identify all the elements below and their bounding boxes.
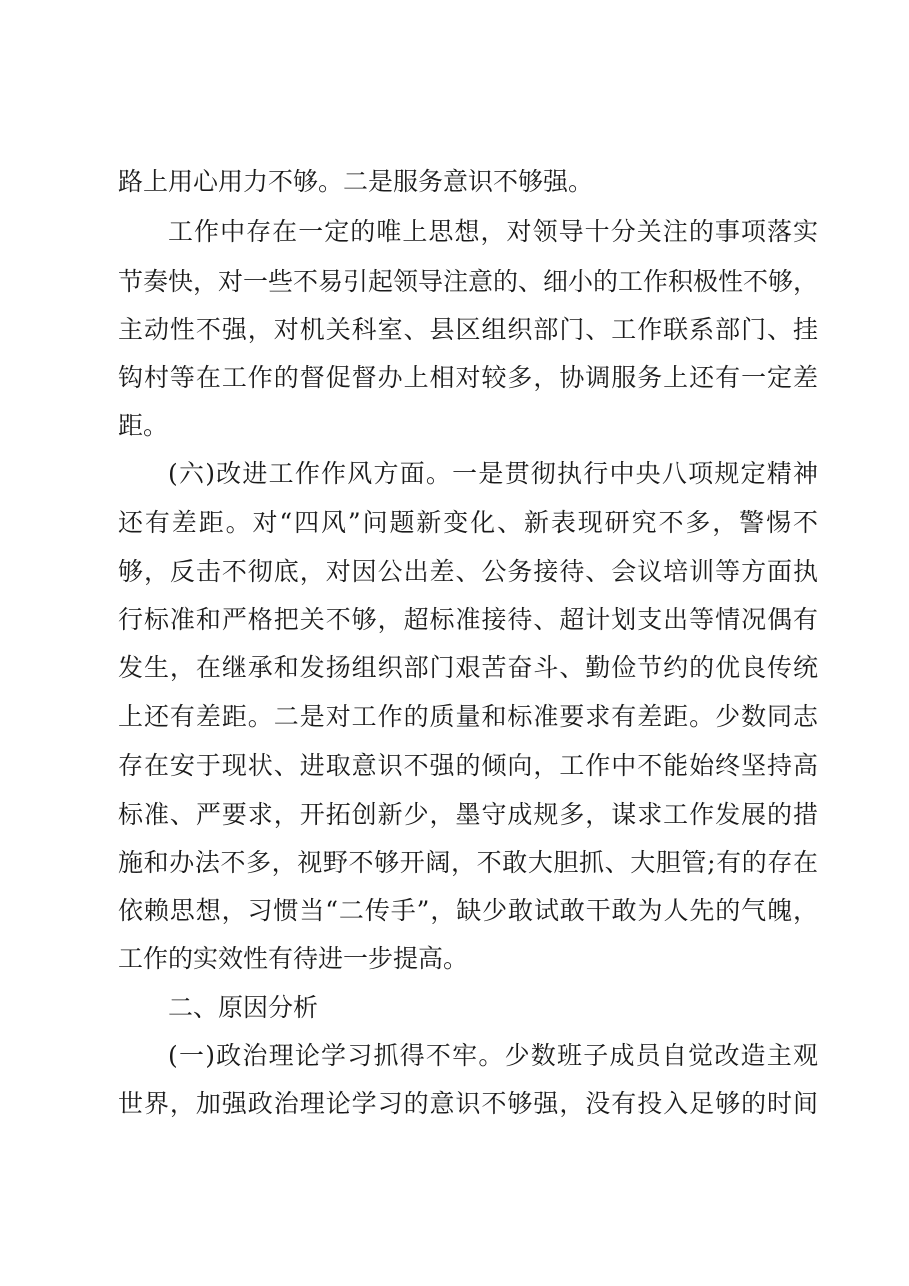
text-line-8: 还有差距。对“四风”问题新变化、新表现研究不多，警惕不: [118, 508, 818, 537]
text-line-1: 路上用心用力不够。二是服务意识不够强。: [118, 167, 594, 196]
text-line-2: 工作中存在一定的唯上思想，对领导十分关注的事项落实: [168, 217, 818, 246]
text-line-11: 发生，在继承和发扬组织部门艰苦奋斗、勤俭节约的优良传统: [118, 653, 818, 682]
text-line-10: 行标准和严格把关不够，超标准接待、超计划支出等情况偶有: [118, 605, 818, 634]
text-line-19: (一)政治理论学习抓得不牢。少数班子成员自觉改造主观: [168, 1041, 818, 1070]
text-line-5: 钩村等在工作的督促督办上相对较多，协调服务上还有一定差: [118, 363, 818, 392]
text-line-4: 主动性不强，对机关科室、县区组织部门、工作联系部门、挂: [118, 315, 818, 344]
text-line-20: 世界，加强政治理论学习的意识不够强，没有投入足够的时间: [118, 1089, 818, 1118]
text-line-13: 存在安于现状、进取意识不强的倾向，工作中不能始终坚持高: [118, 751, 818, 780]
text-line-15: 施和办法不多，视野不够开阔，不敢大胆抓、大胆管;有的存在: [118, 848, 818, 877]
section-heading: 二、原因分析: [168, 993, 319, 1022]
text-line-9: 够，反击不彻底，对因公出差、公务接待、会议培训等方面执: [118, 557, 818, 586]
text-line-12: 上还有差距。二是对工作的质量和标准要求有差距。少数同志: [118, 702, 818, 731]
text-line-6: 距。: [118, 411, 169, 440]
text-line-14: 标准、严要求，开拓创新少，墨守成规多，谋求工作发展的措: [118, 800, 818, 829]
text-line-17: 工作的实效性有待进一步提高。: [118, 944, 469, 973]
text-line-7: (六)改进工作作风方面。一是贯彻执行中央八项规定精神: [168, 459, 818, 488]
text-line-3: 节奏快，对一些不易引起领导注意的、细小的工作积极性不够，: [118, 267, 819, 296]
text-line-16: 依赖思想，习惯当“二传手”，缺少敢试敢干敢为人先的气魄，: [118, 896, 818, 925]
